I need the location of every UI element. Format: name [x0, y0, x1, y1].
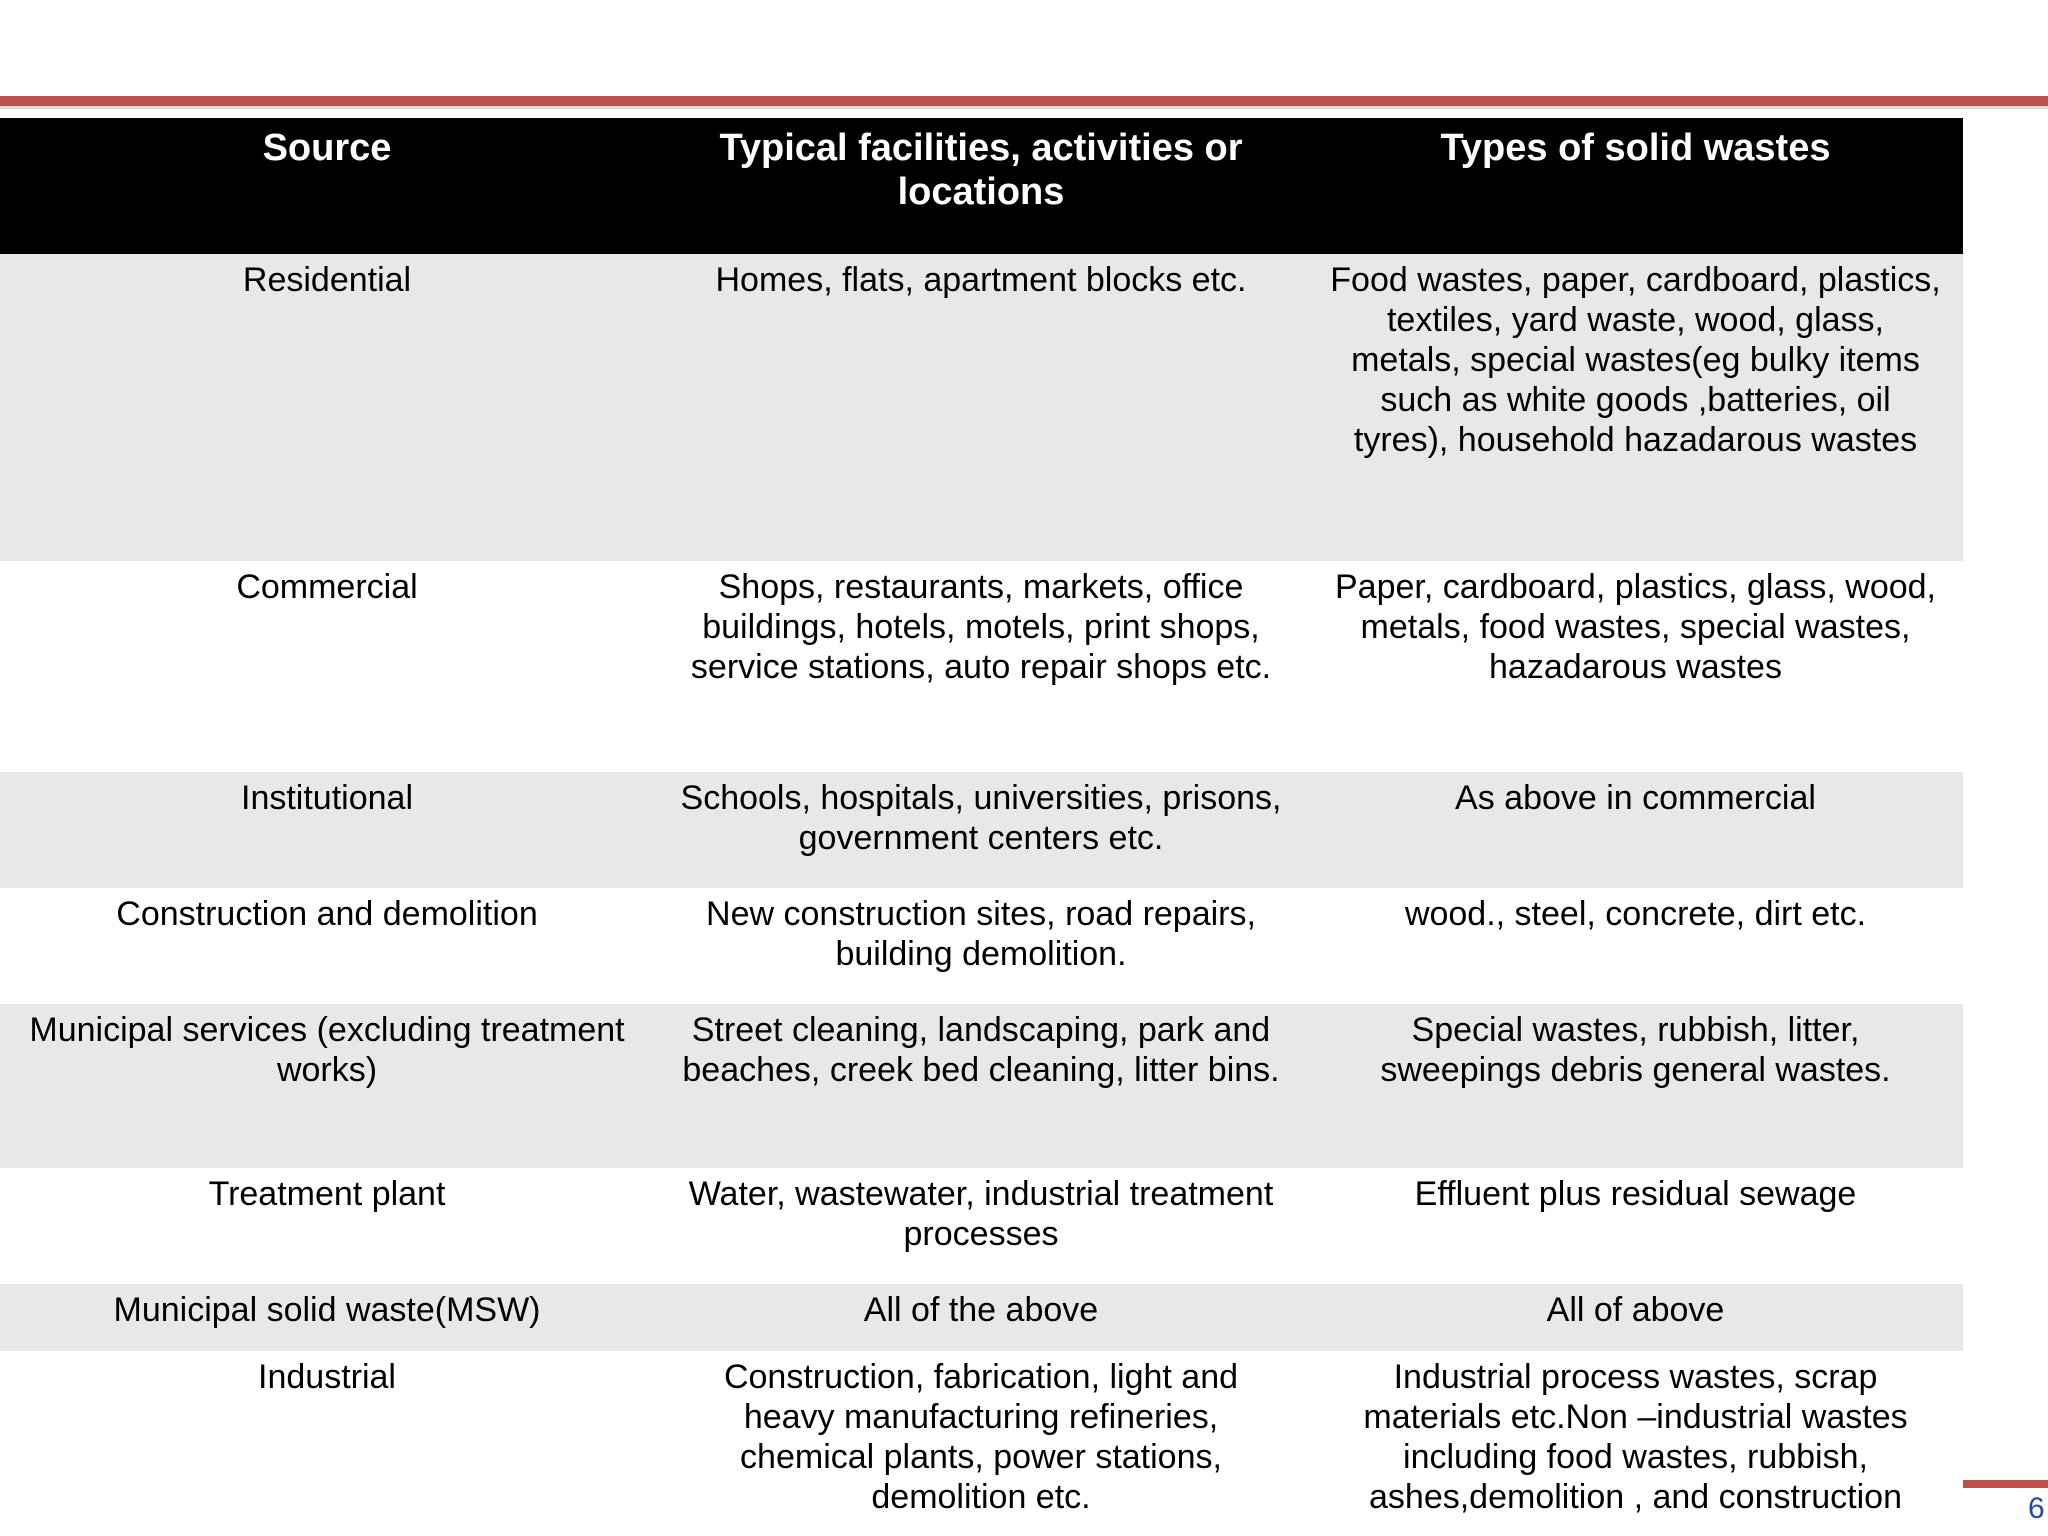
table-cell: Treatment plant — [0, 1168, 654, 1284]
table-cell: Construction, fabrication, light and heavy manufacturing refineries, chemical plants, power stations, demolition etc. — [654, 1351, 1308, 1531]
table-cell: Municipal services (excluding treatment works) — [0, 1004, 654, 1168]
table-cell: Effluent plus residual sewage — [1308, 1168, 1963, 1284]
table-cell: Construction and demolition — [0, 888, 654, 1004]
table-cell: New construction sites, road repairs, building demolition. — [654, 888, 1308, 1004]
table-row — [0, 561, 1963, 772]
table-cell: As above in commercial — [1308, 772, 1963, 888]
table-cell: Commercial — [0, 561, 654, 772]
table-header-row — [0, 118, 1963, 254]
table-row — [0, 888, 1963, 1004]
table-cell: Schools, hospitals, universities, prisons, government centers etc. — [654, 772, 1308, 888]
table-cell: Food wastes, paper, cardboard, plastics, textiles, yard waste, wood, glass, metals, special wastes(eg bulky items such as white goods ,batteries, oil tyres), household hazadarous wastes — [1308, 254, 1963, 561]
table-cell: Residential — [0, 254, 654, 561]
table-cell: All of the above — [654, 1284, 1308, 1351]
table-cell: Homes, flats, apartment blocks etc. — [654, 254, 1308, 561]
table-row — [0, 772, 1963, 888]
table-row — [0, 254, 1963, 561]
table-row — [0, 1351, 1963, 1531]
header-waste-types: Types of solid wastes — [1308, 118, 1963, 254]
table-row — [0, 1004, 1963, 1168]
table-cell: wood., steel, concrete, dirt etc. — [1308, 888, 1963, 1004]
top-accent-rule-shadow — [0, 106, 2048, 109]
table-cell: All of above — [1308, 1284, 1963, 1351]
table-cell: Municipal solid waste(MSW) — [0, 1284, 654, 1351]
header-facilities: Typical facilities, activities or locations — [654, 118, 1308, 254]
slide-number: 6 — [2028, 1494, 2045, 1524]
table-cell: Water, wastewater, industrial treatment processes — [654, 1168, 1308, 1284]
table-cell: Shops, restaurants, markets, office buildings, hotels, motels, print shops, service stations, auto repair shops etc. — [654, 561, 1308, 772]
table-row — [0, 1168, 1963, 1284]
bottom-accent-rule — [1963, 1480, 2048, 1488]
table-cell: Industrial process wastes, scrap materials etc.Non –industrial wastes including food wastes, rubbish, ashes,demolition , and construction — [1308, 1351, 1963, 1531]
top-accent-rule — [0, 96, 2048, 106]
header-source: Source — [0, 118, 654, 254]
table-cell: Institutional — [0, 772, 654, 888]
table-cell: Special wastes, rubbish, litter, sweepings debris general wastes. — [1308, 1004, 1963, 1168]
table-cell: Street cleaning, landscaping, park and beaches, creek bed cleaning, litter bins. — [654, 1004, 1308, 1168]
table-row — [0, 1284, 1963, 1351]
table-cell: Paper, cardboard, plastics, glass, wood, metals, food wastes, special wastes, hazadarous wastes — [1308, 561, 1963, 772]
table-cell: Industrial — [0, 1351, 654, 1531]
solid-waste-sources-table — [0, 118, 1963, 1531]
